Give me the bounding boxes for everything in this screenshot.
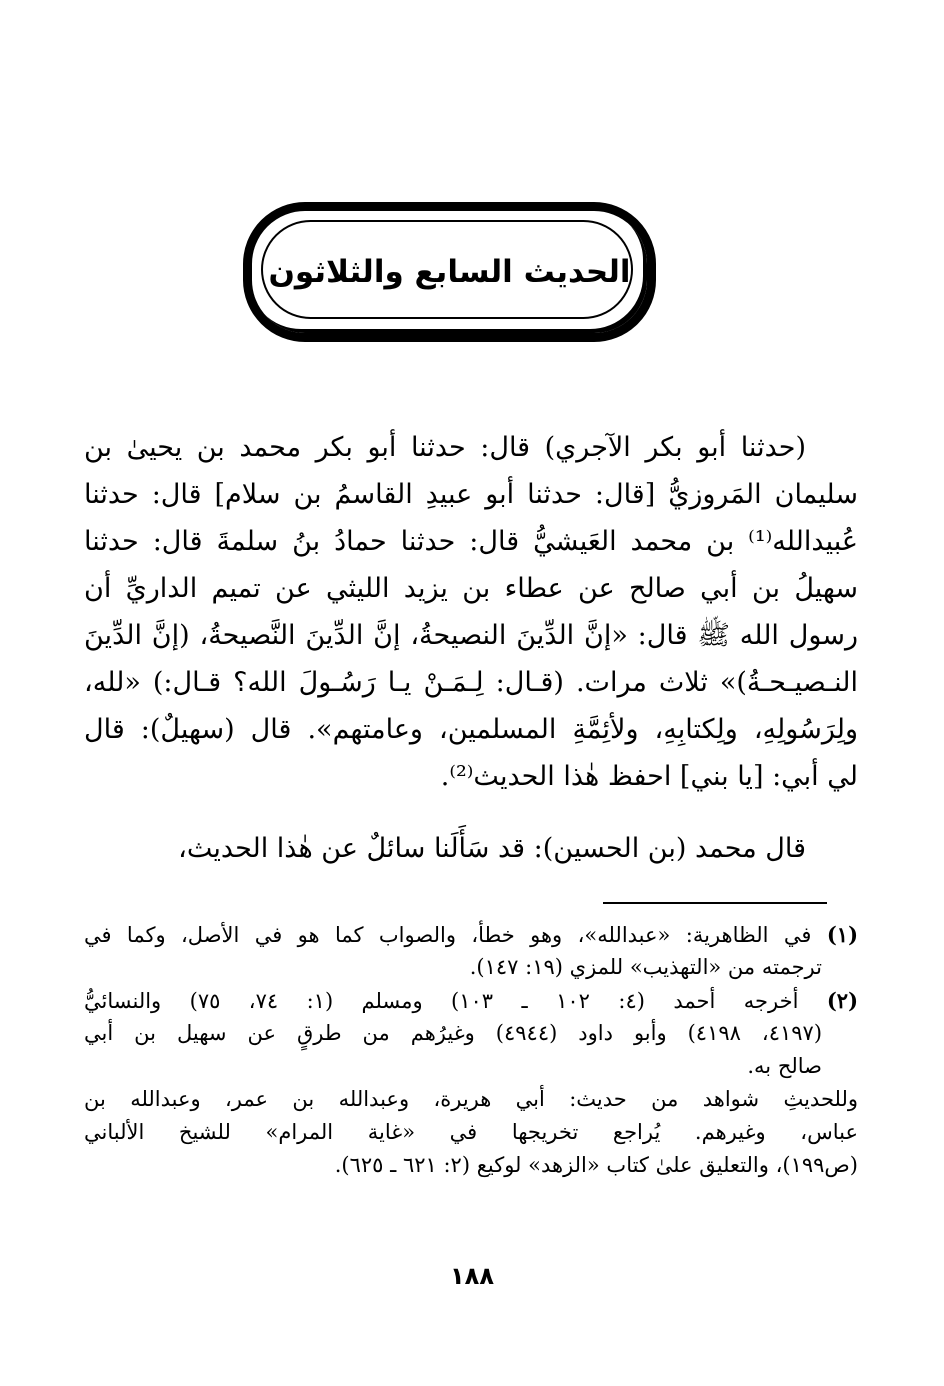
body-line: ولِرَسُولِهِ، ولِكتابِهِ، ولأئِمَّةِ المسلمين، وعامتهم». قال (سهيلٌ): قال (84, 714, 858, 745)
footnote-text: أخرجه أحمد (٤: ١٠٢ ـ ١٠٣) ومسلم (١: ٧٤، ٧٥) والنسائيُّ (84, 989, 799, 1013)
footnote-line: (٤١٩٧، ٤١٩٨) وأبو داود (٤٩٤٤) وغيرُهم من طرقٍ عن سهيل بن أبي (84, 1021, 823, 1045)
footnote-line: ترجمته من «التهذيب» للمزي (١٩: ١٤٧). (469, 955, 822, 979)
chapter-title-frame (243, 202, 656, 342)
footnote-text: في الظاهرية: «عبدالله»، وهو خطأ، والصواب كما هو في الأصل، وكما في (84, 923, 812, 947)
body-line: النـصيـحـةُ)» ثلاث مرات. (قـال: لِـمَـنْ يـا رَسُـولَ الله؟ قـال:) «لله، (84, 667, 858, 698)
chapter-title: الحديث السابع والثلاثون (268, 254, 631, 290)
footnote-line (84, 918, 858, 951)
body-line: لي أبي: [يا بني] احفظ هٰذا الحديث⁽²⁾. (440, 761, 858, 792)
main-text (84, 424, 858, 872)
footnote-line: (ص١٩٩)، والتعليق علىٰ كتاب «الزهد» لوكيع (٢: ٦٢١ ـ ٦٢٥). (334, 1153, 858, 1177)
body-line: عُبيدالله⁽¹⁾ بن محمد العَيشيُّ قال: حدثنا حمادُ بنُ سلمةَ قال: حدثنا (84, 526, 858, 557)
footnotes (84, 918, 858, 1182)
page-number: ١٨٨ (450, 1262, 494, 1290)
footnote-separator (603, 902, 827, 904)
footnote-line: وللحديثِ شواهد من حديث: أبي هريرة، وعبدالله بن عمر، وعبدالله بن (84, 1087, 858, 1111)
footnote-number: (١) (826, 922, 858, 947)
body-line: رسول الله ﷺ قال: «إنَّ الدِّينَ النصيحةُ، إنَّ الدِّينَ النَّصيحةُ، (إنَّ الدِّينَ (84, 620, 858, 651)
body-line: سهيلُ بن أبي صالح عن عطاء بن يزيد الليثي عن تميم الداريِّ أن (84, 573, 858, 604)
footnote-line: عباس، وغيرهم. يُراجع تخريجها في «غاية المرام» للشيخ الألباني (84, 1120, 858, 1144)
body-line: سليمان المَروزيُّ [قال: حدثنا أبو عبيدِ القاسمُ بن سلام] قال: حدثنا (84, 479, 858, 510)
footnote-line: صالح به. (747, 1054, 822, 1078)
footnote-number: (٢) (826, 988, 858, 1013)
paragraph-gap (84, 800, 858, 825)
body-line: قال محمد (بن الحسين): قد سَأَلَنا سائلٌ عن هٰذا الحديث، (178, 833, 806, 864)
body-line: (حدثنا أبو بكر الآجري) قال: حدثنا أبو بكر محمد بن يحيىٰ بن (84, 432, 806, 463)
footnote-line (84, 984, 858, 1017)
